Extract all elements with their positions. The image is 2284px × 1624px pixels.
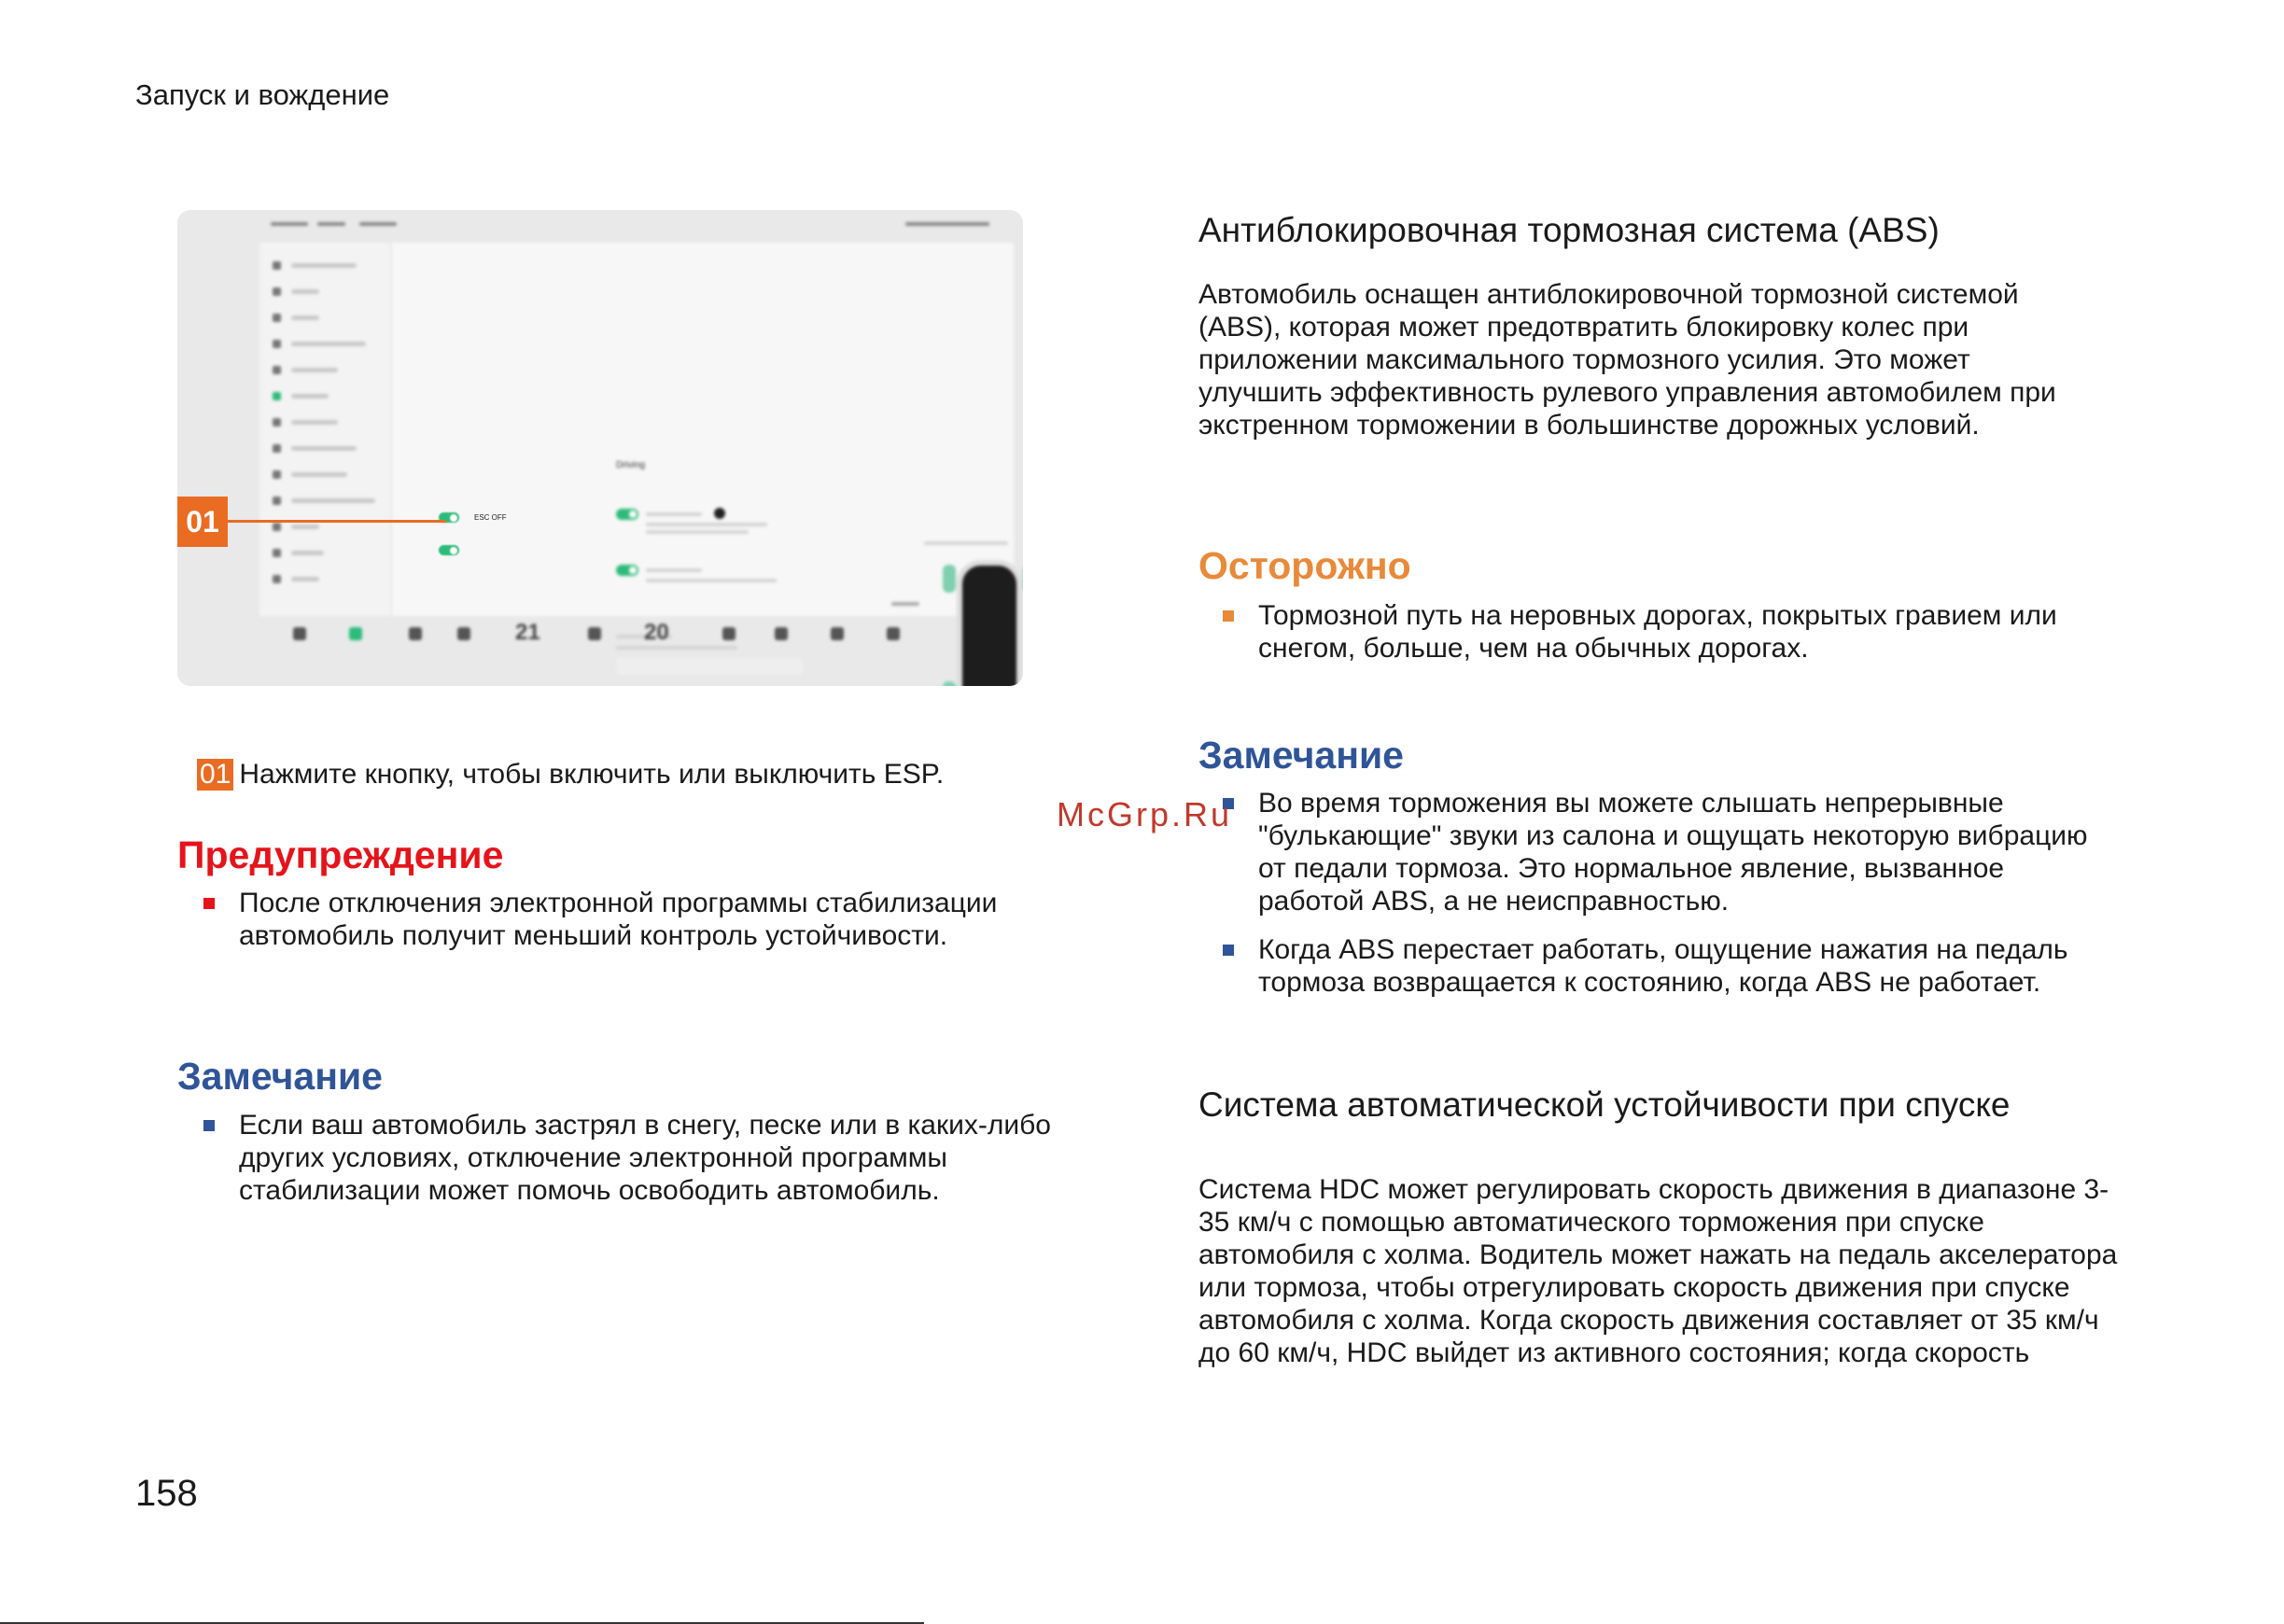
screen-sidebar (259, 243, 390, 616)
note-item-right-text: Когда ABS перестает работать, ощущение нажатия на педаль тормоза возвращается к состоянию, когда ABS не работает. (1258, 934, 2068, 998)
note-item-right-text: Во время торможения вы можете слышать непрерывные "булькающие" звуки из салона и ощущать некоторую вибрацию от педали тормоза. Это нормальное явление, вызванное работой ABS, а не неисправностью. (1258, 788, 2088, 917)
caution-item-text: Тормозной путь на неровных дорогах, покрытых гравием или снегом, больше, чем на обычных дорогах. (1258, 600, 2057, 664)
callout-badge: 01 (177, 497, 228, 547)
screen-bottom-bar (177, 579, 1023, 686)
note-item-right (1258, 787, 2117, 917)
warning-item (239, 887, 1060, 952)
screen-temp-left: 21 (515, 620, 540, 645)
step-instruction (197, 759, 944, 791)
second-toggle (439, 545, 459, 555)
watermark: McGrp.Ru (1057, 795, 1233, 833)
caution-item (1258, 599, 2098, 665)
bullet-marker (203, 1120, 215, 1131)
screen-temp-right: 20 (644, 620, 669, 645)
note-item-left (239, 1109, 1060, 1207)
bullet-marker (1223, 610, 1234, 622)
note-title-right: Замечание (1198, 734, 1404, 777)
step-badge: 01 (197, 759, 233, 791)
step-text: Нажмите кнопку, чтобы включить или выключить ESP. (239, 759, 945, 790)
screen-status-bar (177, 210, 1023, 238)
screen-main-panel (392, 243, 1014, 616)
bullet-marker (1223, 945, 1234, 956)
screen-title: Driving (616, 460, 646, 470)
note-item-left-text: Если ваш автомобиль застрял в снегу, песке или в каких-либо других условиях, отключение электронной программы стабилизации может помочь освободить автомобиль. (239, 1110, 1051, 1206)
abs-body: Автомобиль оснащен антиблокировочной тормозной системой (ABS), которая может предотвратить блокировку колес при приложении максимального тормозного усилия. Это может улучшить эффективность рулевого управления автомобилем при экстренном торможении в большинстве дорожных условий. (1198, 279, 2056, 441)
caution-title: Осторожно (1198, 544, 1411, 587)
section-header: Запуск и вождение (135, 78, 390, 111)
callout-line (222, 520, 446, 523)
note-item-right (1258, 933, 2098, 999)
page-number: 158 (135, 1473, 198, 1514)
bullet-marker (203, 898, 215, 909)
hdc-title: Система автоматической устойчивости при спуске (1198, 1085, 2011, 1124)
abs-title: Антиблокировочная тормозная система (ABS) (1198, 211, 1940, 249)
screen-image (177, 210, 1023, 686)
note-title-left: Замечание (177, 1055, 383, 1098)
warning-item-text: После отключения электронной программы стабилизации автомобиль получит меньший контроль устойчивости. (239, 888, 998, 951)
warning-title: Предупреждение (177, 833, 504, 876)
hdc-body: Система HDC может регулировать скорость движения в диапазоне 3-35 км/ч с помощью автоматического торможения при спуске автомобиля с холма. Водитель может нажать на педаль акселератора или тормоза, чтобы отрегулировать скорость движения при спуске автомобиля с холма. Когда скорость движения составляет от 35 км/ч до 60 км/ч, HDC выйдет из активного состояния; когда скорость (1198, 1174, 2118, 1368)
esc-off-label: ESC OFF (474, 513, 507, 522)
settings-screen-illustration (177, 210, 1023, 686)
